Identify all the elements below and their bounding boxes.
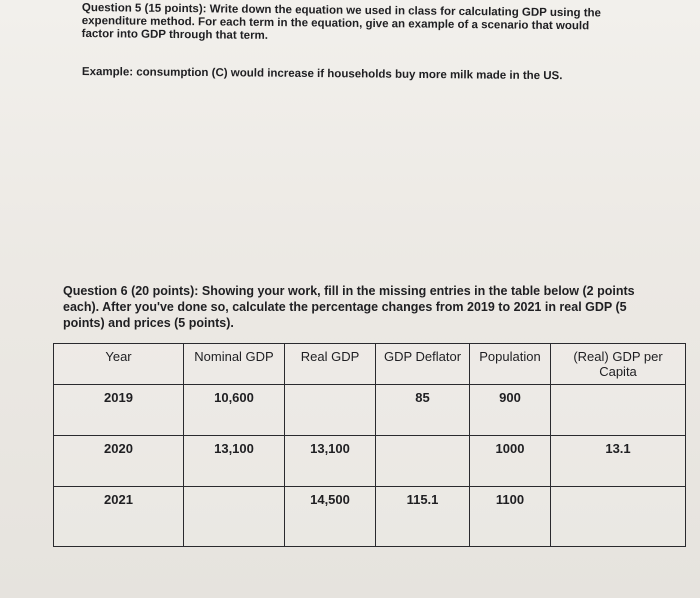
cell-population: 900 [470, 385, 551, 436]
cell-year: 2019 [54, 385, 184, 436]
cell-nominal-gdp: 10,600 [184, 385, 285, 436]
cell-year: 2021 [54, 487, 184, 547]
gdp-table [53, 343, 686, 547]
cell-year: 2020 [54, 436, 184, 487]
cell-gdp-deflator: 115.1 [376, 487, 470, 547]
cell-nominal-gdp: 13,100 [184, 436, 285, 487]
header-gdp-per-capita: (Real) GDP per Capita [551, 344, 686, 385]
cell-gdp-deflator: 85 [376, 385, 470, 436]
cell-gdp-deflator [376, 436, 470, 487]
header-year: Year [54, 344, 184, 385]
question-6-text: Question 6 (20 points): Showing your work, fill in the missing entries in the table below (2 points each). After you've done so, calculate the percentage changes from 2019 to 2021 in real GDP (5 points) and prices (5 points). [63, 284, 635, 330]
header-nominal-gdp: Nominal GDP [184, 344, 285, 385]
header-population: Population [470, 344, 551, 385]
cell-real-gdp [285, 385, 376, 436]
cell-nominal-gdp [184, 487, 285, 547]
table-header-row [54, 344, 686, 385]
table-row [54, 487, 686, 547]
cell-gdp-per-capita [551, 487, 686, 547]
table-row [54, 385, 686, 436]
question-5-text: Question 5 (15 points): Write down the equation we used in class for calculating GDP using the expenditure method. For each term in the equation, give an example of a scenario that would factor into GDP through that term. [81, 2, 602, 42]
cell-real-gdp: 14,500 [285, 487, 376, 547]
header-gdp-deflator: GDP Deflator [376, 344, 470, 385]
cell-gdp-per-capita [551, 385, 686, 436]
header-real-gdp: Real GDP [285, 344, 376, 385]
cell-population: 1100 [470, 487, 551, 547]
question-5-example: Example: consumption (C) would increase if households buy more milk made in the US. [81, 66, 563, 83]
cell-gdp-per-capita: 13.1 [551, 436, 686, 487]
table-row [54, 436, 686, 487]
cell-real-gdp: 13,100 [285, 436, 376, 487]
cell-population: 1000 [470, 436, 551, 487]
